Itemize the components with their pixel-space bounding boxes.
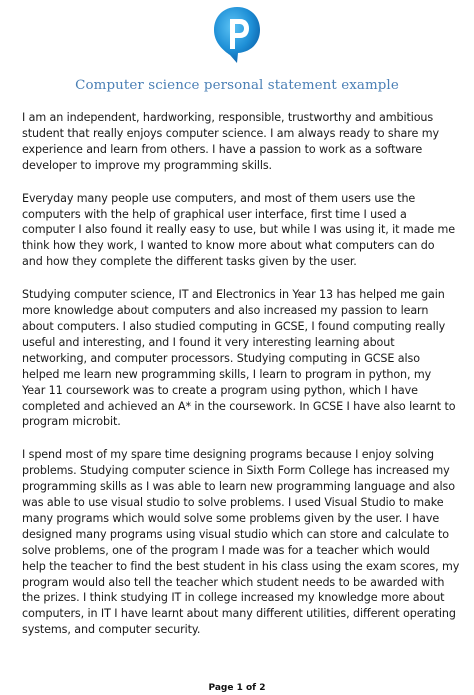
text-line: was able to use visual studio to solve problems. I used Visual Studio to make: [22, 496, 444, 510]
text-line: systems, and computer security.: [22, 623, 201, 637]
text-line: more knowledge about computers and also increased my passion to learn: [22, 304, 429, 318]
text-line: Year 11 coursework was to create a program using python, which I have: [22, 383, 418, 397]
document-body: [22, 110, 462, 655]
text-line: networking, and computer processors. Studying computing in GCSE also: [22, 351, 420, 365]
text-line: and how they complete the different tasks given by the user.: [22, 255, 357, 269]
text-line: the prizes. I think studying IT in college increased my knowledge more about: [22, 591, 445, 605]
text-line: I am an independent, hardworking, responsible, trustworthy and ambitious: [22, 111, 434, 124]
body-paragraph: [22, 287, 462, 430]
text-line: student that really enjoys computer science. I am always ready to share my: [22, 126, 439, 140]
text-line: useful and interesting, and I found it very interesting learning about: [22, 335, 395, 349]
text-line: computers with the help of graphical user interface, first time I used a: [22, 207, 407, 221]
text-line: experience and learn from others. I have a passion to work as a software: [22, 142, 423, 156]
body-paragraph: [22, 447, 462, 638]
text-line: program microbit.: [22, 415, 121, 429]
text-line: Everyday many people use computers, and most of them users use the: [22, 191, 416, 205]
text-line: completed and achieved an A* in the coursework. In GCSE I have also learnt to: [22, 399, 456, 413]
text-line: programming skills as I was able to learn new programming language and also: [22, 480, 455, 494]
body-paragraph: [22, 110, 462, 174]
text-line: program would also tell the teacher which student needs to be awarded with: [22, 575, 445, 589]
text-line: helped me learn new programming skills, I learn to program in python, my: [22, 367, 432, 381]
document-title: Computer science personal statement example: [75, 78, 399, 93]
body-paragraph: [22, 191, 462, 271]
text-line: solve problems, one of the program I made was for a teacher which would: [22, 543, 430, 557]
text-line: Studying computer science, IT and Electronics in Year 13 has helped me gain: [22, 288, 445, 302]
text-line: help the teacher to find the best student in his class using the exam scores, my: [22, 559, 460, 573]
text-line: think how they work, I wanted to know more about what computers can do: [22, 239, 435, 253]
p-pin-logo-icon: [212, 5, 262, 65]
text-line: designed many programs using visual studio which can store and calculate to: [22, 527, 449, 541]
text-line: computer I also found it really easy to use, but while I was using it, it made me: [22, 223, 455, 237]
text-line: computers, in IT I have learnt about many different utilities, different operating: [22, 607, 456, 621]
page-number: Page 1 of 2: [208, 683, 266, 693]
text-line: I spend most of my spare time designing programs because I enjoy solving: [22, 448, 434, 462]
text-line: about computers. I also studied computing in GCSE, I found computing really: [22, 319, 446, 333]
text-line: problems. Studying computer science in Sixth Form College has increased my: [22, 464, 450, 478]
text-line: many programs which would solve some problems given by the user. I have: [22, 511, 440, 525]
text-line: developer to improve my programming skills.: [22, 158, 272, 172]
